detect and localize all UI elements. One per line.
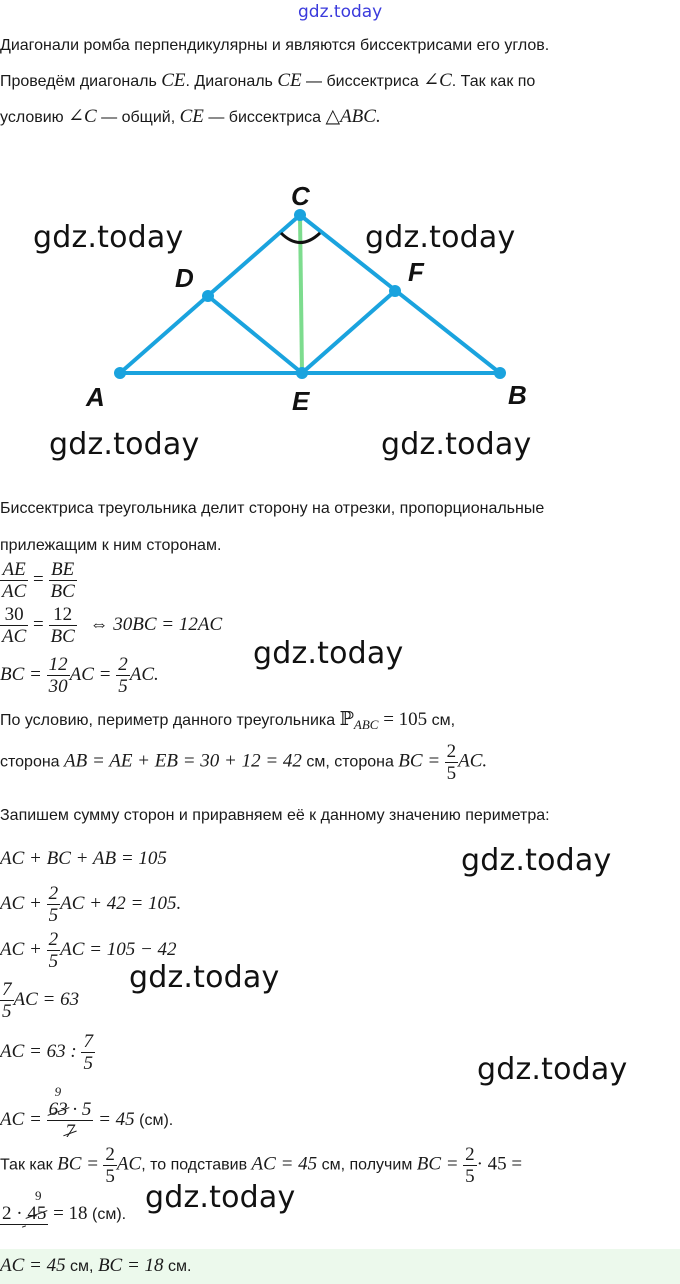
bisector-line-1: Биссектриса треугольника делит сторону на отрезки, пропорциональные — [0, 500, 545, 517]
equation-ratio: $\frac{AE}{AC}$ = $\frac{BE}{BC}$ — [2, 559, 75, 602]
intro-text: — биссектриса — [203, 109, 326, 126]
math-triangle-abc: △ABC. — [325, 106, 381, 127]
sum-text: Запишем сумму сторон и приравняем её к данному значению периметра: — [0, 807, 550, 824]
label-e: E — [292, 386, 310, 416]
step-5: AC = 63 : $\frac{7}{5}$ — [0, 1031, 93, 1074]
watermark: gdz.today — [477, 1052, 628, 1087]
watermark: gdz.today — [49, 427, 200, 462]
final-line-2: 9 2 · 45 = 18 (см). — [2, 1187, 127, 1224]
answer-box — [0, 1249, 680, 1284]
watermark: gdz.today — [129, 960, 280, 995]
point-d — [202, 290, 214, 302]
intro-text: условию — [0, 109, 69, 126]
intro-text: . Диагональ — [185, 73, 278, 90]
watermark: gdz.today — [33, 220, 184, 255]
final-line-1: Так как BC = $\frac{2}{5}$ AC, то подставив AC = 45 см, получим BC = $\frac{2}{5}$ · 45 = — [0, 1144, 523, 1187]
watermark: gdz.today — [365, 220, 516, 255]
step-4: $\frac{7}{5}$ AC = 63 — [2, 979, 80, 1022]
point-a — [114, 367, 126, 379]
intro-text: — биссектриса — [301, 73, 424, 90]
math-ce: CE — [179, 106, 204, 127]
watermark: gdz.today — [145, 1180, 296, 1215]
point-f — [389, 285, 401, 297]
math-ce: CE — [161, 70, 186, 91]
watermark: gdz.today — [461, 843, 612, 878]
label-d: D — [175, 263, 194, 293]
math-angle-c: ∠C — [423, 70, 452, 91]
equation-bc: BC = $\frac{12}{30}$ AC = $\frac{2}{5}$ AC. — [0, 654, 159, 697]
step-2: AC + $\frac{2}{5}$ AC + 42 = 105. — [0, 883, 182, 926]
perimeter-line-1: По условию, периметр данного треугольника ℙ$_{ABC}$ = 105 см, — [0, 709, 456, 733]
watermark: gdz.today — [381, 427, 532, 462]
intro-line-3 — [0, 105, 381, 128]
intro-line-2 — [0, 69, 535, 92]
rhombus-triangle-figure — [0, 170, 680, 420]
point-e — [296, 367, 308, 379]
step-1: AC + BC + AB = 105 — [0, 848, 167, 869]
intro-text: Проведём диагональ — [0, 73, 162, 90]
step-3: AC + $\frac{2}{5}$ AC = 105 − 42 — [0, 929, 177, 972]
step-6: AC = 9 63 · 5 7 = 45 (см). — [0, 1084, 174, 1142]
segment-ef — [302, 291, 395, 373]
segment-de — [208, 296, 302, 373]
bisector-line-2: прилежащим к ним сторонам. — [0, 537, 222, 554]
answer-text: AC = 45 см, BC = 18 см. — [0, 1255, 192, 1276]
label-c: C — [291, 181, 310, 211]
label-a: A — [86, 382, 105, 412]
math-ce: CE — [277, 70, 302, 91]
intro-text: — общий, — [96, 109, 180, 126]
math-angle-c: ∠C — [68, 106, 97, 127]
label-f: F — [408, 257, 424, 287]
bisector-ce — [300, 215, 302, 373]
perimeter-line-2: сторона AB = AE + EB = 30 + 12 = 42 см, сторона BC = $\frac{2}{5}$ AC. — [0, 741, 488, 784]
intro-text: . Так как по — [451, 73, 536, 90]
site-header-link[interactable]: gdz.today — [298, 2, 383, 22]
equation-substituted: $\frac{30}{AC}$ = $\frac{12}{BC}$ ⇔ 30BC = 12AC — [2, 604, 223, 647]
watermark: gdz.today — [253, 636, 404, 671]
point-b — [494, 367, 506, 379]
intro-line-1: Диагонали ромба перпендикулярны и являются биссектрисами его углов. — [0, 37, 550, 54]
label-b: B — [508, 380, 527, 410]
